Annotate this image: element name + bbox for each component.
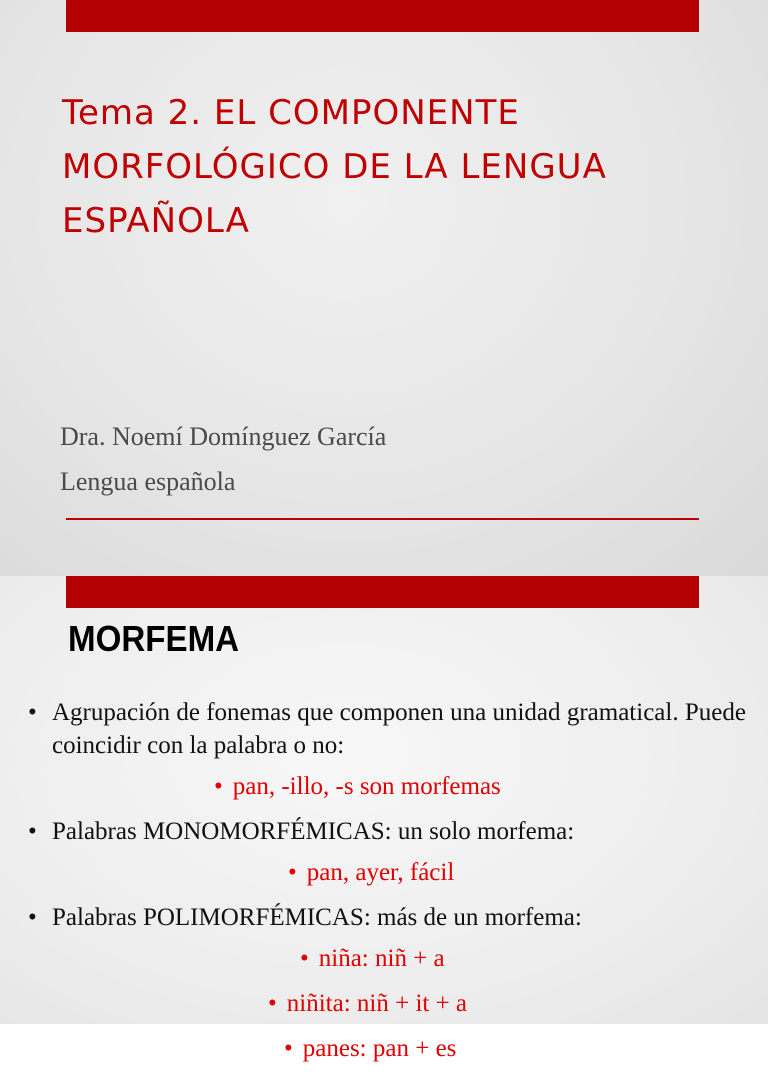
poly-label: Palabras POLIMORFÉMICAS: más de un morfema:: [52, 904, 582, 931]
example-text: niña: niñ + a: [318, 945, 445, 972]
course-name: Lengua española: [60, 467, 236, 496]
example-text: panes: pan + es: [302, 1035, 457, 1062]
bullet-icon: •: [214, 773, 223, 800]
list-item: [0, 1032, 768, 1065]
bullet-icon: •: [288, 859, 297, 886]
list-item: [0, 856, 768, 889]
list-item: [0, 901, 768, 934]
bullet-icon: •: [268, 990, 277, 1017]
mono-label: Palabras MONOMORFÉMICAS: un solo morfema:: [52, 818, 575, 845]
slide-title: Tema 2. EL COMPONENTE MORFOLÓGICO DE LA LENGUA ESPAÑOLA: [62, 93, 607, 241]
slide-heading: MORFEMA: [68, 618, 240, 659]
list-item: [0, 942, 768, 975]
divider-line: [66, 518, 699, 520]
bullet-icon: •: [28, 818, 37, 845]
bullet-icon: •: [284, 1035, 293, 1062]
top-accent-bar: [66, 576, 699, 608]
example-text: niñita: niñ + it + a: [286, 990, 468, 1017]
author-name: Dra. Noemí Domínguez García: [60, 422, 387, 451]
example-text: pan, ayer, fácil: [306, 859, 455, 886]
example-text: pan, -illo, -s son morfemas: [232, 773, 501, 800]
bullet-list: [0, 696, 768, 1077]
list-item: [0, 696, 768, 762]
top-accent-bar: [66, 0, 699, 32]
bullet-icon: •: [300, 945, 309, 972]
bullet-icon: •: [28, 699, 37, 726]
list-item: [0, 987, 768, 1020]
list-item: [0, 815, 768, 848]
list-item: [0, 770, 768, 803]
bullet-icon: •: [28, 904, 37, 931]
definition-text: Agrupación de fonemas que componen una unidad gramatical. Puede coincidir con la palabra o no:: [52, 699, 746, 759]
content-slide: [0, 576, 768, 1062]
